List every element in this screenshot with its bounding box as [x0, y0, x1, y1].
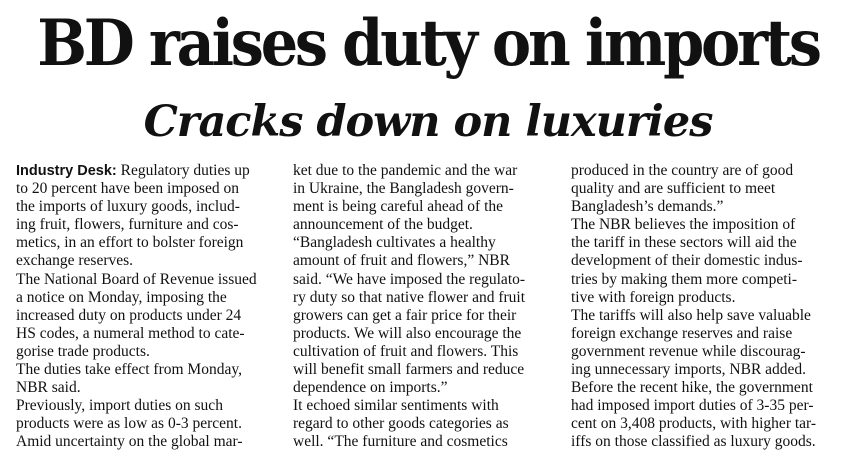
article-column-3: [571, 162, 839, 452]
subheadline: Cracks down on luxuries: [143, 97, 713, 147]
column-line: ry duty so that native flower and fruit: [293, 288, 526, 306]
headline: BD raises duty on imports: [37, 6, 819, 81]
column-line: well. “The furniture and cosmetics: [293, 433, 508, 451]
column-line: iffs on those classified as luxury goods.: [571, 433, 816, 451]
column-line: Bangladesh’s demands.”: [571, 198, 724, 216]
column-line: “Bangladesh cultivates a healthy: [293, 234, 496, 252]
column-line: cent on 3,408 products, with higher tar-: [571, 415, 817, 433]
column-line: will benefit small farmers and reduce: [293, 361, 525, 379]
column-line: growers can get a fair price for their: [293, 306, 517, 324]
column-line-text: Regulatory duties up: [120, 162, 250, 179]
article-column-1: [16, 162, 284, 452]
column-line: said. “We have imposed the regulato-: [293, 270, 526, 288]
column-line: the imports of luxury goods, includ-: [16, 198, 240, 216]
column-line: the tariff in these sectors will aid the: [571, 234, 797, 252]
column-line: a notice on Monday, imposing the: [16, 288, 227, 306]
column-line: products. We will also encourage the: [293, 324, 522, 342]
column-line: government revenue while discourag-: [571, 342, 806, 360]
column-line: ing unnecessary imports, NBR added.: [571, 361, 807, 379]
column-line: produced in the country are of good: [571, 162, 794, 179]
column-line: [16, 162, 284, 180]
column-line: The National Board of Revenue issued: [16, 270, 257, 288]
column-line: dependence on imports.”: [293, 379, 448, 397]
column-line: gorise trade products.: [16, 342, 150, 360]
column-line: HS codes, a numeral method to cate-: [16, 324, 245, 342]
column-line: The duties take effect from Monday,: [16, 361, 242, 379]
column-line: It echoed similar sentiments with: [293, 397, 499, 415]
column-line: ket due to the pandemic and the war: [293, 162, 518, 179]
column-line: The NBR believes the imposition of: [571, 216, 796, 234]
column-line: increased duty on products under 24: [16, 306, 242, 324]
column-line: announcement of the budget.: [293, 216, 473, 234]
column-line: metics, in an effort to bolster foreign: [16, 234, 244, 252]
column-line: ment is being careful ahead of the: [293, 198, 504, 216]
column-line: Amid uncertainty on the global mar-: [16, 433, 243, 451]
column-line: cultivation of fruit and flowers. This: [293, 342, 519, 360]
column-line: regard to other goods categories as: [293, 415, 509, 433]
byline: Industry Desk:: [16, 163, 117, 179]
column-line: amount of fruit and flowers,” NBR: [293, 252, 510, 270]
column-line: The tariffs will also help save valuable: [571, 306, 811, 324]
column-line: Previously, import duties on such: [16, 397, 223, 415]
column-line: quality and are sufficient to meet: [571, 180, 776, 198]
column-line: foreign exchange reserves and raise: [571, 324, 793, 342]
column-line: Before the recent hike, the government: [571, 379, 813, 397]
column-line: in Ukraine, the Bangladesh govern-: [293, 180, 514, 198]
column-line: had imposed import duties of 3-35 per-: [571, 397, 814, 415]
column-line: NBR said.: [16, 379, 81, 397]
article-column-2: [293, 162, 561, 452]
column-line: tries by making them more competi-: [571, 270, 797, 288]
column-line: tive with foreign products.: [571, 288, 736, 306]
column-line: to 20 percent have been imposed on: [16, 180, 239, 198]
column-line: exchange reserves.: [16, 252, 134, 270]
column-line: products were as low as 0-3 percent.: [16, 415, 242, 433]
column-line: development of their domestic indus-: [571, 252, 803, 270]
column-line: ing fruit, flowers, furniture and cos-: [16, 216, 239, 234]
